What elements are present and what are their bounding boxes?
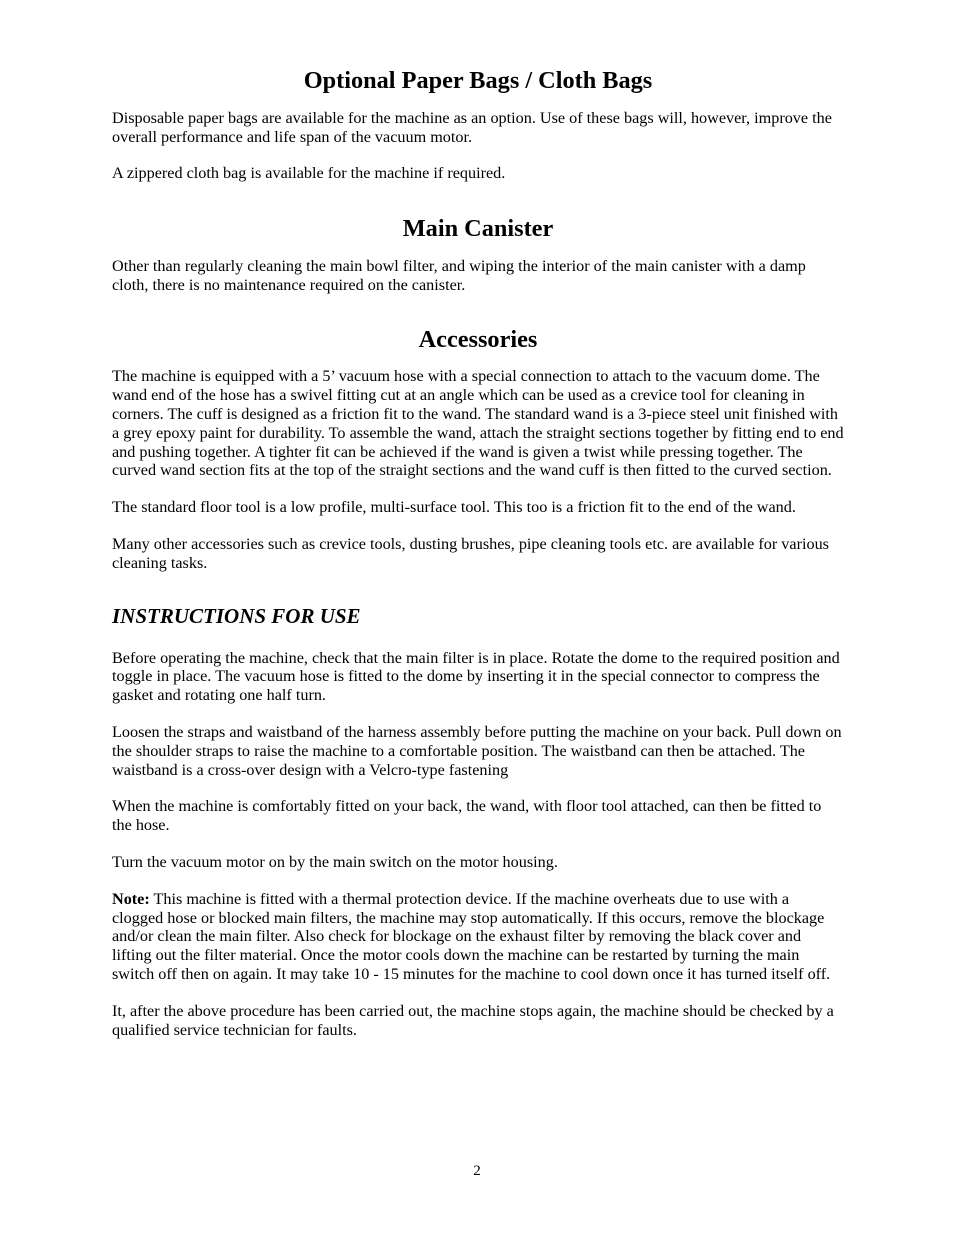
paragraph-fit-wand: When the machine is comfortably fitted on your back, the wand, with floor tool attached, can then be fitted to the hose. xyxy=(112,797,822,835)
page-number: 2 xyxy=(473,1163,481,1179)
paragraph-harness: Loosen the straps and waistband of the harness assembly before putting the machine on your back. Pull down on the shoulder straps to raise the machine to a comfortable position. The waistband can then be attached. The waistband is a cross-over design with a Velcro-type fastening xyxy=(112,722,842,779)
paragraph-service: It, after the above procedure has been carried out, the machine stops again, the machine should be checked by a qualified service technician for faults. xyxy=(112,1001,834,1039)
paragraph-motor-on: Turn the vacuum motor on by the main switch on the motor housing. xyxy=(112,852,558,871)
paragraph-paper-bags: Disposable paper bags are available for the machine as an option. Use of these bags will, however, improve the overall performance and life span of the vacuum motor. xyxy=(112,108,832,146)
note-label: Note: xyxy=(112,889,150,908)
heading-accessories: Accessories xyxy=(418,325,538,353)
paragraph-main-canister: Other than regularly cleaning the main bowl filter, and wiping the interior of the main canister with a damp cloth, there is no maintenance required on the canister. xyxy=(112,256,806,294)
paragraph-note xyxy=(112,890,844,984)
heading-optional-bags: Optional Paper Bags / Cloth Bags xyxy=(303,67,653,94)
paragraph-other-accessories: Many other accessories such as crevice tools, dusting brushes, pipe cleaning tools etc. are available for various cleaning tasks. xyxy=(112,534,829,572)
document-page xyxy=(112,67,844,1039)
paragraph-cloth-bag: A zippered cloth bag is available for the machine if required. xyxy=(112,164,506,183)
heading-main-canister: Main Canister xyxy=(402,215,554,243)
note-text: This machine is fitted with a thermal protection device. If the machine overheats due to use with a clogged hose or blocked main filters, the machine may stop automatically. If this occurs, remove the blockage and/or clean the main filter. Also check for blockage on the exhaust filter by removing the black cover and lifting out the filter material. Once the motor cools down the machine can be restarted by turning the main switch off then on again. It may take 10 - 15 minutes for the machine to cool down once it has turned itself off. xyxy=(112,889,831,983)
paragraph-before-operating: Before operating the machine, check that the main filter is in place. Rotate the dome to the required position and toggle in place. The vacuum hose is fitted to the dome by inserting it in the special connector to compress the gasket and rotating one half turn. xyxy=(112,648,840,705)
paragraph-floor-tool: The standard floor tool is a low profile, multi-surface tool. This too is a friction fit to the end of the wand. xyxy=(112,498,796,517)
section-title-instructions: INSTRUCTIONS FOR USE xyxy=(112,603,361,628)
paragraph-hose-wand: The machine is equipped with a 5’ vacuum hose with a special connection to attach to the vacuum dome. The wand end of the hose has a swivel fitting cut at an angle which can be used as a crevice tool for cleaning in corners. The cuff is designed as a friction fit to the wand. The standard wand is a 3-piece steel unit finished with a grey epoxy paint for durability. To assemble the wand, attach the straight sections together by fitting end to end and pushing together. A tighter fit can be achieved if the wand is given a twist while pressing together. The curved wand section fits at the top of the straight sections and the wand cuff is then fitted to the curved section. xyxy=(112,367,844,480)
